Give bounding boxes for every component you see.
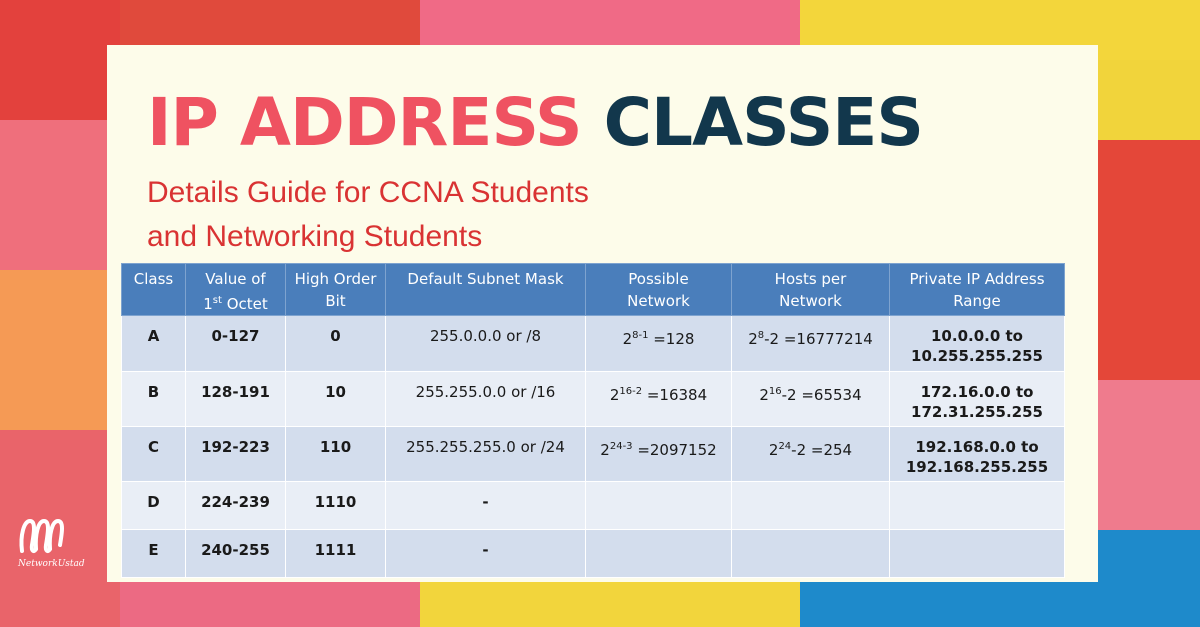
cell-class: D xyxy=(122,482,186,530)
cell-hosts-per-network: $2^{24}-2 =254$ xyxy=(732,427,890,482)
cell-private-range: 172.16.0.0 to 172.31.255.255 xyxy=(890,372,1065,427)
header-hosts-per-network: Hosts per Network xyxy=(732,264,890,316)
cell-octet: 192-223 xyxy=(186,427,286,482)
title-part-classes: CLASSES xyxy=(603,84,923,161)
cell-bit: 10 xyxy=(286,372,386,427)
cell-octet: 240-255 xyxy=(186,530,286,578)
networkustad-logo-icon xyxy=(18,515,66,557)
cell-class: E xyxy=(122,530,186,578)
header-value-of-1st-octet: Value of 1st Octet xyxy=(186,264,286,316)
cell-mask: - xyxy=(386,530,586,578)
cell-class: C xyxy=(122,427,186,482)
cell-bit: 1110 xyxy=(286,482,386,530)
cell-hosts-per-network: $2^{16}-2 =65534$ xyxy=(732,372,890,427)
cell-mask: 255.255.0.0 or /16 xyxy=(386,372,586,427)
cell-hosts-per-network: $2^8-2 =16777214$ xyxy=(732,316,890,372)
cell-hosts-per-network xyxy=(732,530,890,578)
table-header-row xyxy=(122,264,1065,316)
table-row-class-e xyxy=(122,530,1065,578)
cell-private-range xyxy=(890,530,1065,578)
cell-mask: 255.255.255.0 or /24 xyxy=(386,427,586,482)
cell-private-range xyxy=(890,482,1065,530)
cell-octet: 0-127 xyxy=(186,316,286,372)
cell-octet: 128-191 xyxy=(186,372,286,427)
header-private-ip-range: Private IP Address Range xyxy=(890,264,1065,316)
header-default-subnet-mask: Default Subnet Mask xyxy=(386,264,586,316)
cell-bit: 110 xyxy=(286,427,386,482)
cell-possible-network: $2^{8-1} =128$ xyxy=(586,316,732,372)
table-row-class-a xyxy=(122,316,1065,372)
logo-text: NetworkUstad xyxy=(18,559,85,569)
header-class: Class xyxy=(122,264,186,316)
cell-octet: 224-239 xyxy=(186,482,286,530)
header-possible-network: Possible Network xyxy=(586,264,732,316)
cell-private-range: 192.168.0.0 to 192.168.255.255 xyxy=(890,427,1065,482)
table-row-class-d xyxy=(122,482,1065,530)
page-title xyxy=(147,83,923,163)
cell-private-range: 10.0.0.0 to 10.255.255.255 xyxy=(890,316,1065,372)
header-high-order-bit: High Order Bit xyxy=(286,264,386,316)
cell-possible-network xyxy=(586,482,732,530)
cell-bit: 0 xyxy=(286,316,386,372)
cell-possible-network xyxy=(586,530,732,578)
cell-bit: 1111 xyxy=(286,530,386,578)
ip-classes-table xyxy=(121,263,1065,578)
cell-hosts-per-network xyxy=(732,482,890,530)
title-part-ip-address: IP ADDRESS xyxy=(147,84,582,161)
table-row-class-b xyxy=(122,372,1065,427)
networkustad-logo xyxy=(18,515,88,569)
subtitle-line-2: and Networking Students xyxy=(147,220,483,253)
cell-possible-network: $2^{16-2} =16384$ xyxy=(586,372,732,427)
cell-mask: 255.0.0.0 or /8 xyxy=(386,316,586,372)
cell-class: A xyxy=(122,316,186,372)
subtitle-line-1: Details Guide for CCNA Students xyxy=(147,176,589,209)
content-card xyxy=(107,45,1098,582)
table-row-class-c xyxy=(122,427,1065,482)
cell-mask: - xyxy=(386,482,586,530)
cell-possible-network: $2^{24-3} =2097152$ xyxy=(586,427,732,482)
cell-class: B xyxy=(122,372,186,427)
